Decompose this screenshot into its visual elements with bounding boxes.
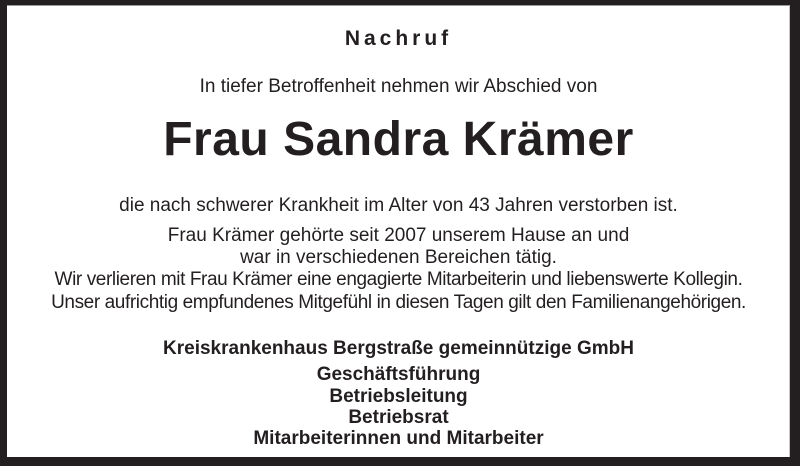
signatory: Geschäftsführung	[316, 364, 481, 385]
signatory: Betriebsleitung	[329, 386, 468, 407]
body-line: Wir verlieren mit Frau Krämer eine engagierte Mitarbeiterin und liebenswerte Kollegin.	[54, 269, 743, 290]
signatory-organization: Kreiskrankenhaus Bergstraße gemeinnützige GmbH	[163, 338, 634, 359]
body-line: Frau Krämer gehörte seit 2007 unserem Hause an und	[167, 225, 630, 246]
signatory: Betriebsrat	[348, 407, 449, 428]
notice-title: Nachruf	[344, 27, 453, 50]
body-line: Unser aufrichtig empfundenes Mitgefühl in diesen Tagen gilt den Familienangehörigen.	[51, 292, 746, 313]
body-line: die nach schwerer Krankheit im Alter von 43 Jahren verstorben ist.	[119, 195, 678, 216]
signatory: Mitarbeiterinnen und Mitarbeiter	[253, 428, 544, 449]
intro-line: In tiefer Betroffenheit nehmen wir Abschied von	[199, 76, 598, 97]
body-line: war in verschiedenen Bereichen tätig.	[240, 247, 557, 268]
deceased-name: Frau Sandra Krämer	[163, 113, 634, 166]
